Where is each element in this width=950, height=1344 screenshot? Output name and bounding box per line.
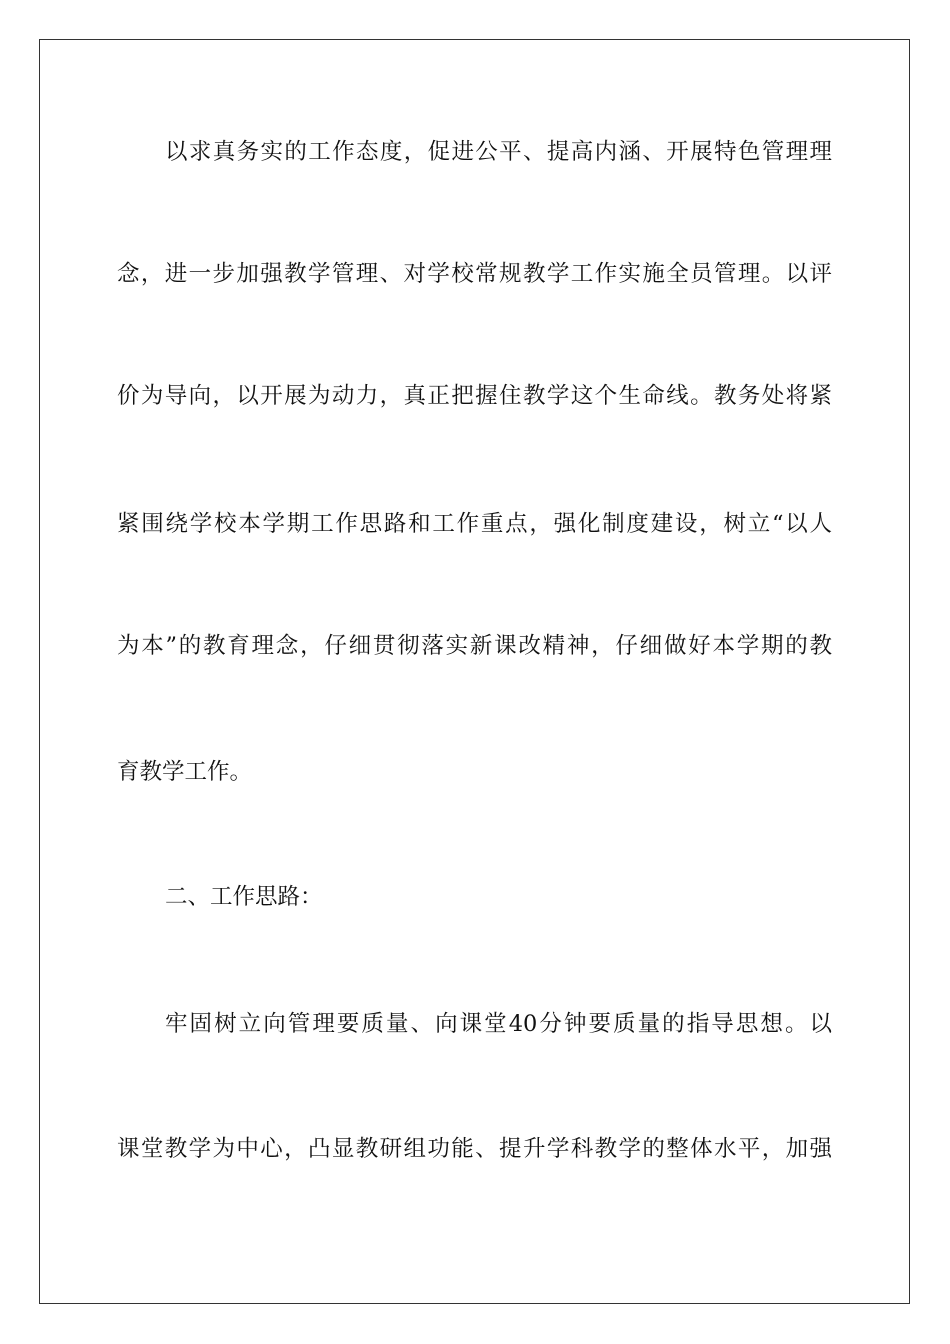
paragraph-line: 念，进一步加强教学管理、对学校常规教学工作实施全员管理。以评 — [117, 261, 832, 287]
paragraph-line: 牢固树立向管理要质量、向课堂40分钟要质量的指导思想。以 — [165, 1011, 832, 1037]
section-heading: 二、工作思路： — [165, 884, 323, 910]
paragraph-line: 以求真务实的工作态度，促进公平、提高内涵、开展特色管理理 — [165, 139, 832, 165]
paragraph-line: 育教学工作。 — [117, 759, 253, 785]
paragraph-line: 为本”的教育理念，仔细贯彻落实新课改精神，仔细做好本学期的教 — [117, 633, 832, 659]
paragraph-line: 紧围绕学校本学期工作思路和工作重点，强化制度建设，树立“以人 — [117, 511, 832, 537]
paragraph-line: 价为导向，以开展为动力，真正把握住教学这个生命线。教务处将紧 — [117, 383, 832, 409]
paragraph-line: 课堂教学为中心，凸显教研组功能、提升学科教学的整体水平，加强 — [117, 1136, 832, 1162]
page-border — [39, 39, 910, 1304]
